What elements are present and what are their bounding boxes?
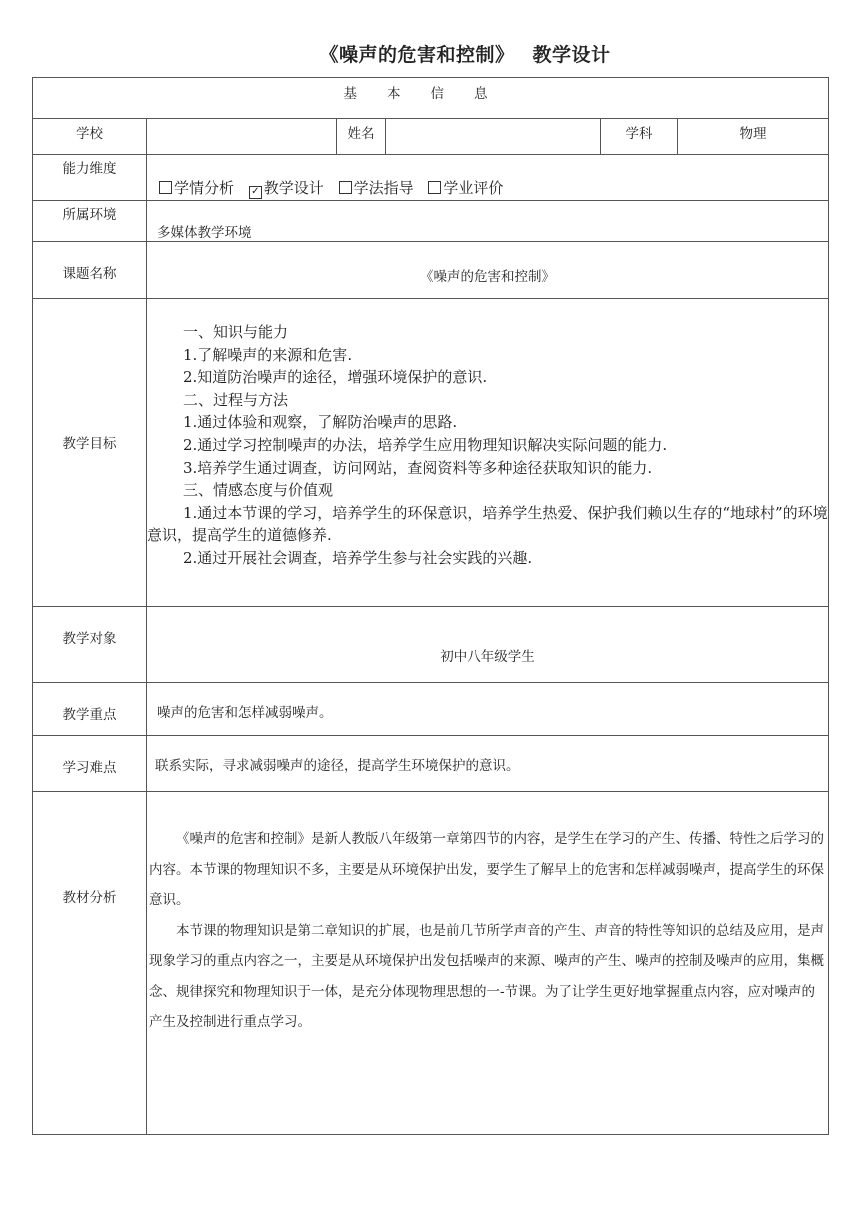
analysis-paragraph: 本节课的物理知识是第二章知识的扩展，也是前几节所学声音的产生、声音的特性等知识的总结及应用，是声现象学习的重点内容之一，主要是从环境保护出发包括噪声的来源、噪声的产生、噪声的控制及噪声的应用，集概念、规律探究和物理知识于一体，是充分体现物理思想的一-节课。为了让学生更好地掌握重点内容，应对噪声的产生及控制进行重点学习。 [149,922,824,1030]
topic-label: 课题名称 [33,242,147,299]
environment-value: 多媒体教学环境 [147,201,829,242]
key-points-label: 教学重点 [33,683,147,736]
school-label: 学校 [33,119,147,155]
audience-value: 初中八年级学生 [147,607,829,683]
key-points-value: 噪声的危害和怎样减弱噪声。 [147,683,829,736]
checkbox-icon[interactable] [339,181,352,194]
difficulties-value: 联系实际，寻求减弱噪声的途径，提高学生环境保护的意识。 [147,736,829,792]
ability-options [147,155,829,201]
topic-value: 《噪声的危害和控制》 [147,242,829,299]
ability-option-3[interactable]: 学业评价 [428,177,503,198]
title-suffix: 教学设计 [532,44,611,66]
goal-line: 2.通过学习控制噪声的办法，培养学生应用物理知识解决实际问题的能力. [183,435,668,454]
environment-label: 所属环境 [33,201,147,242]
analysis-label: 教材分析 [33,792,147,1135]
checkbox-icon[interactable] [159,181,172,194]
goal-line: 1.通过本节课的学习，培养学生的环保意识，培养学生热爱、保护我们赖以生存的“地球村”的环境意识，提高学生的道德修养. [147,503,828,545]
goals-content [147,299,829,607]
name-label: 姓名 [337,119,386,155]
ability-option-2[interactable]: 学法指导 [339,177,414,198]
lesson-design-form [32,77,829,1135]
goal-line: 2.知道防治噪声的途径，增强环境保护的意识. [183,368,488,387]
checkbox-icon[interactable] [428,181,441,194]
analysis-content [147,792,829,1135]
subject-label: 学科 [601,119,678,155]
goal-line: 2.通过开展社会调查，培养学生参与社会实践的兴趣. [183,548,533,567]
goal-line: 3.培养学生通过调查，访问网站，查阅资料等多种途径获取知识的能力. [183,458,653,477]
goal-line: 三、情感态度与价值观 [183,481,334,500]
page-title [0,40,860,67]
basic-info-header: 基本信息 [33,78,829,119]
audience-label: 教学对象 [33,607,147,683]
goal-line: 1.了解噪声的来源和危害. [183,345,353,364]
title-main: 《噪声的危害和控制》 [319,44,515,66]
ability-label: 能力维度 [33,155,147,201]
analysis-paragraph: 《噪声的危害和控制》是新人教版八年级第一章第四节的内容，是学生在学习的产生、传播、特性之后学习的内容。本节课的物理知识不多，主要是从环境保护出发，要学生了解早上的危害和怎样减弱噪声，提高学生的环保意识。 [149,831,824,908]
goal-line: 二、过程与方法 [183,390,289,409]
ability-option-1[interactable]: ✓ 教学设计 [249,177,324,198]
goals-label: 教学目标 [33,299,147,607]
ability-option-0[interactable]: 学情分析 [159,177,234,198]
goal-line: 1.通过体验和观察，了解防治噪声的思路. [183,413,458,432]
subject-value[interactable]: 物理 [678,119,829,155]
goal-line: 一、知识与能力 [183,323,289,341]
name-value[interactable] [386,119,601,155]
difficulties-label: 学习难点 [33,736,147,792]
checkbox-checked-icon[interactable]: ✓ [249,186,262,199]
school-value[interactable] [147,119,337,155]
